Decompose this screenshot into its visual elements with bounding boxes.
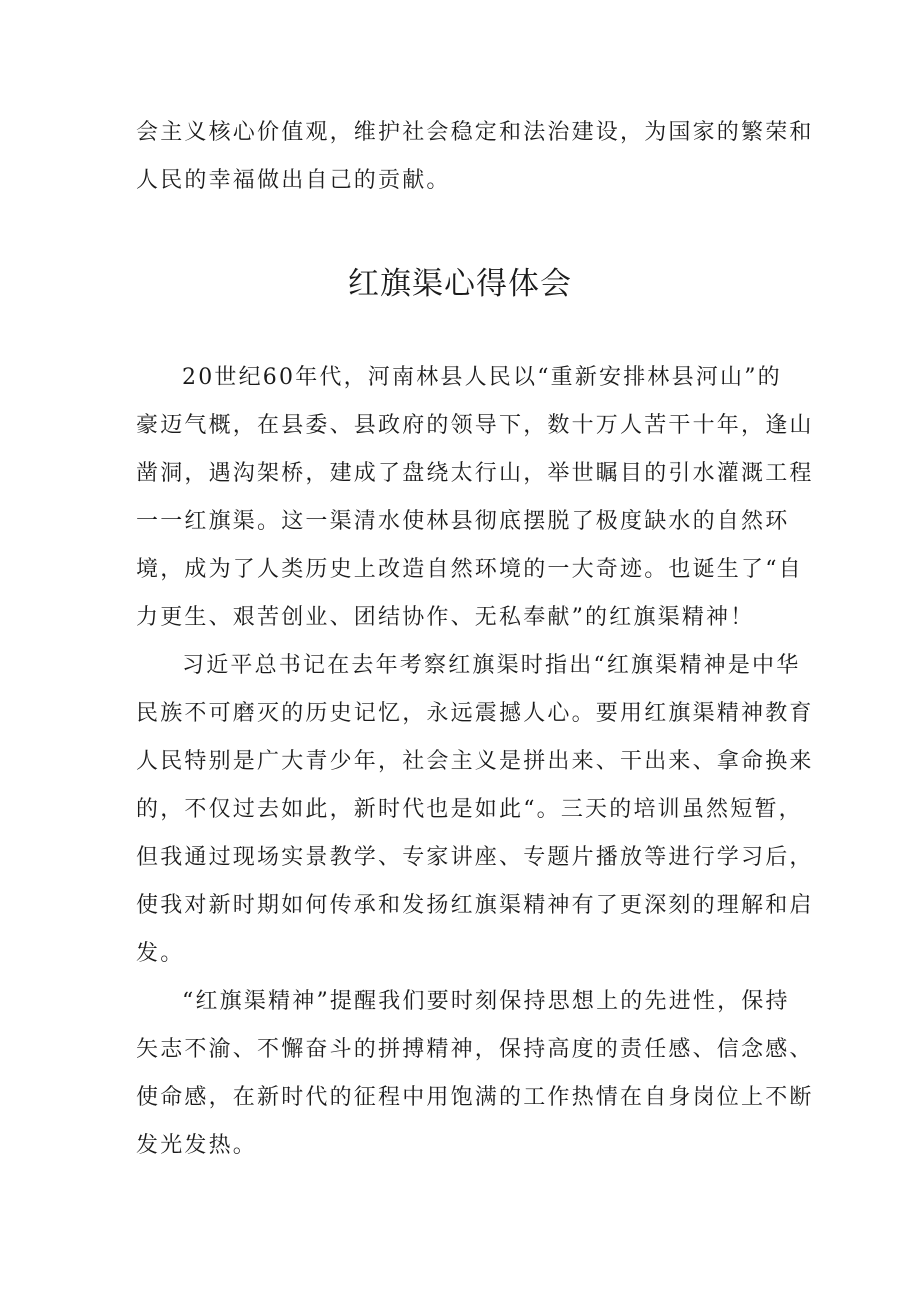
paragraph-line: 但我通过现场实景教学、专家讲座、专题片播放等进行学习后， (136, 845, 814, 870)
paragraph-line: 凿洞，遇沟架桥，建成了盘绕太行山，举世瞩目的引水灌溉工程 (136, 461, 814, 486)
paragraph-line: 矢志不渝、不懈奋斗的拼搏精神，保持高度的责任感、信念感、 (136, 1037, 814, 1062)
paragraph-3 (136, 978, 814, 1170)
paragraph-line: “红旗渠精神”提醒我们要时刻保持思想上的先进性，保持 (182, 989, 790, 1014)
paragraph-1 (136, 354, 814, 642)
paragraph-line: 人民的幸福做出自己的贡献。 (136, 168, 451, 193)
paragraph-line: 会主义核心价值观，维护社会稳定和法治建设，为国家的繁荣和 (136, 120, 814, 145)
paragraph-line: 发光发热。 (136, 1133, 258, 1158)
continued-paragraph (136, 109, 814, 205)
paragraph-line: 力更生、艰苦创业、团结协作、无私奉献”的红旗渠精神！ (136, 605, 755, 630)
paragraph-line: 境，成为了人类历史上改造自然环境的一大奇迹。也诞生了“自 (136, 557, 803, 582)
paragraph-line: 人民特别是广大青少年，社会主义是拼出来、干出来、拿命换来 (136, 749, 814, 774)
paragraph-line: 使命感，在新时代的征程中用饱满的工作热情在自身岗位上不断 (136, 1085, 814, 1110)
paragraph-line: 20世纪60年代，河南林县人民以“重新安排林县河山”的 (182, 365, 782, 390)
paragraph-2 (136, 642, 814, 978)
paragraph-line: 使我对新时期如何传承和发扬红旗渠精神有了更深刻的理解和启 (136, 893, 814, 918)
paragraph-line: 一一红旗渠。这一渠清水使林县彻底摆脱了极度缺水的自然环 (136, 509, 790, 534)
paragraph-line: 民族不可磨灭的历史记忆，永远震撼人心。要用红旗渠精神教育 (136, 701, 814, 726)
paragraph-line: 发。 (136, 941, 185, 966)
paragraph-line: 习近平总书记在去年考察红旗渠时指出“红旗渠精神是中华 (182, 653, 801, 678)
article-title: 红旗渠心得体会 (348, 266, 572, 302)
paragraph-line: 的，不仅过去如此，新时代也是如此“。三天的培训虽然短暂， (136, 797, 803, 822)
paragraph-line: 豪迈气概，在县委、县政府的领导下，数十万人苦干十年，逢山 (136, 413, 814, 438)
